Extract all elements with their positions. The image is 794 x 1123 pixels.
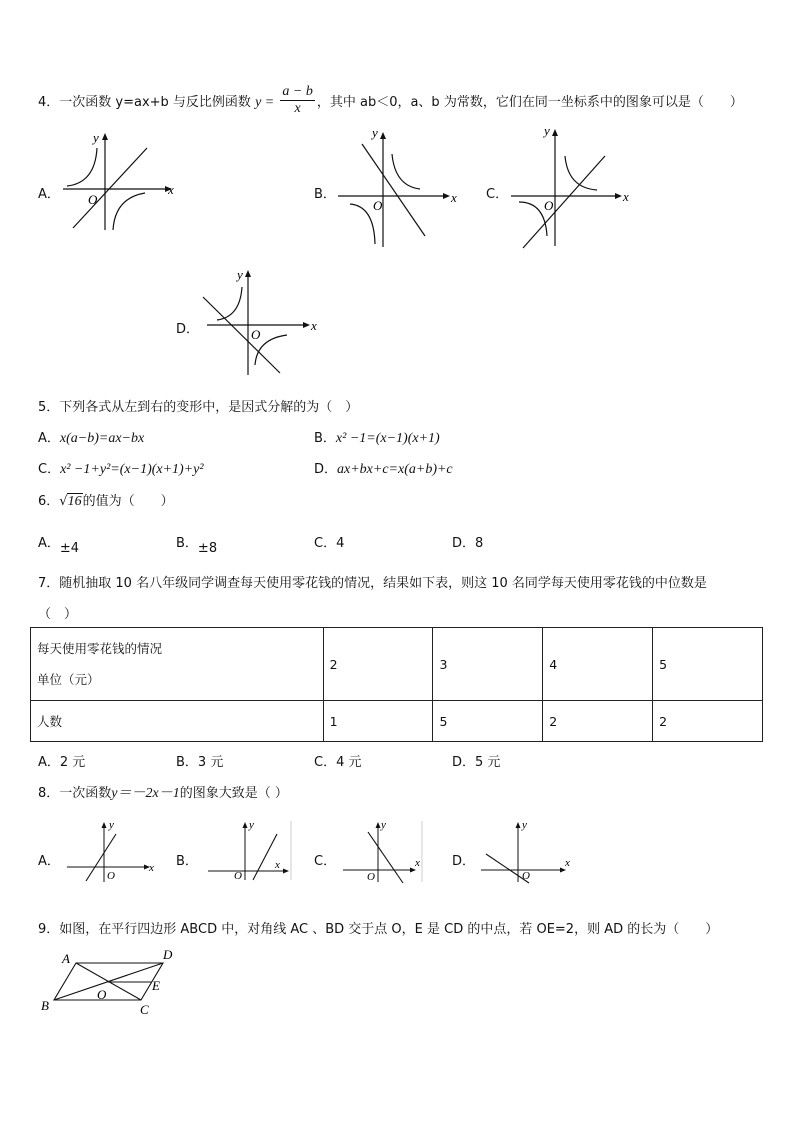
axis-x-label: x (168, 182, 174, 197)
point-e-label: E (152, 978, 160, 993)
q9-parallelogram-diagram (38, 946, 183, 1021)
q4-fraction: $\frac{a - b}{x}$ (282, 84, 313, 116)
axis-y-label: y (93, 130, 99, 145)
q5-option-d[interactable]: D．ax+bx+c=x(a+b)+c (314, 462, 453, 477)
q4-graph-d[interactable] (195, 265, 325, 380)
q8-option-b-label[interactable]: B． (176, 854, 198, 869)
q7-option-b[interactable]: B．3 元 (176, 755, 224, 770)
q4-graph-b[interactable] (330, 124, 465, 254)
origin-label: O (234, 870, 242, 882)
point-d-label: D (163, 947, 173, 962)
q8-option-c-label[interactable]: C． (314, 854, 337, 869)
q6-option-b[interactable]: B．±8 (176, 536, 218, 556)
q8-option-d-label[interactable]: D． (452, 854, 476, 869)
origin-label: O (373, 198, 383, 213)
table-cell: 5 (433, 701, 543, 742)
point-a-label: A (62, 951, 70, 966)
origin-label: O (251, 327, 261, 342)
table-header-cell: 人数 (31, 701, 324, 742)
point-c-label: C (140, 1002, 149, 1017)
q9-stem: 9．如图，在平行四边形 ABCD 中，对角线 AC 、BD 交于点 O，E 是 CD 的中点，若 OE=2，则 AD 的长为（ ） (38, 922, 719, 937)
q8-graph-c[interactable] (340, 818, 435, 883)
q4-option-a-label[interactable]: A． (38, 187, 60, 202)
axis-x-label: x (275, 859, 280, 871)
q4-option-d-label[interactable]: D． (176, 322, 200, 337)
axis-y-label: y (372, 125, 378, 140)
q7-table (30, 627, 763, 742)
q4-option-b-label[interactable]: B． (314, 187, 336, 202)
table-cell: 2 (323, 628, 433, 701)
q7-option-a[interactable]: A．2 元 (38, 755, 86, 770)
origin-label: O (107, 870, 115, 882)
axis-x-label: x (451, 190, 457, 205)
sqrt-icon: √ (59, 494, 68, 509)
q6-option-a[interactable]: A．±4 (38, 536, 80, 556)
axis-x-label: x (623, 189, 629, 204)
q7-option-c[interactable]: C．4 元 (314, 755, 362, 770)
q5-option-c[interactable]: C．x² −1+y²=(x−1)(x+1)+y² (38, 462, 204, 477)
q5-option-b[interactable]: B．x² −1=(x−1)(x+1) (314, 431, 440, 446)
q6-radicand: 16 (67, 494, 82, 509)
point-b-label: B (41, 998, 49, 1013)
table-cell: 4 (543, 628, 653, 701)
q4-graph-c[interactable] (505, 122, 640, 252)
table-cell: 5 (653, 628, 763, 701)
q4-graph-a[interactable] (55, 128, 185, 238)
point-o-label: O (97, 987, 107, 1002)
table-row (31, 628, 763, 701)
q8-graph-a[interactable] (64, 818, 159, 883)
axis-y-label: y (522, 819, 527, 831)
axis-x-label: x (415, 857, 420, 869)
q6-option-d[interactable]: D．8 (452, 536, 484, 551)
q4-stem: 4．一次函数 y=ax+b 与反比例函数 y = $\frac{a - b}{x}$ ，其中 ab＜0，a、b 为常数，它们在同一坐标系中的图象可以是（ ） (38, 84, 743, 116)
q8-stem: 8．一次函数y＝－2x－1的图象大致是（ ） (38, 786, 288, 801)
table-cell: 3 (433, 628, 543, 701)
q8-graph-d[interactable] (478, 818, 578, 883)
origin-label: O (367, 871, 375, 883)
axis-y-label: y (544, 123, 550, 138)
q5-option-a[interactable]: A．x(a−b)=ax−bx (38, 431, 145, 446)
axis-y-label: y (109, 819, 114, 831)
q7-stem-line2: （ ） (38, 607, 78, 622)
q5-stem: 5．下列各式从左到右的变形中，是因式分解的为（ ） (38, 400, 359, 415)
q8-option-a-label[interactable]: A． (38, 854, 60, 869)
table-cell: 2 (653, 701, 763, 742)
q8-graph-b[interactable] (205, 818, 300, 883)
table-cell: 2 (543, 701, 653, 742)
axis-x-label: x (311, 318, 317, 333)
axis-y-label: y (249, 819, 254, 831)
q6-option-c[interactable]: C．4 (314, 536, 345, 551)
q4-option-c-label[interactable]: C． (486, 187, 509, 202)
origin-label: O (522, 870, 530, 882)
axis-y-label: y (381, 819, 386, 831)
q6-stem: 6．√16的值为（ ） (38, 494, 174, 509)
q7-option-d[interactable]: D．5 元 (452, 755, 501, 770)
table-row (31, 701, 763, 742)
axis-y-label: y (237, 267, 243, 282)
table-cell: 1 (323, 701, 433, 742)
q4-y-eq: y = (255, 95, 275, 110)
origin-label: O (544, 198, 554, 213)
origin-label: O (88, 192, 98, 207)
table-header-cell: 每天使用零花钱的情况 单位（元） (31, 628, 324, 701)
axis-x-label: x (149, 862, 154, 874)
q7-stem-line1: 7．随机抽取 10 名八年级同学调查每天使用零花钱的情况，结果如下表，则这 10 名同学每天使用零花钱的中位数是 (38, 576, 707, 591)
axis-x-label: x (565, 857, 570, 869)
